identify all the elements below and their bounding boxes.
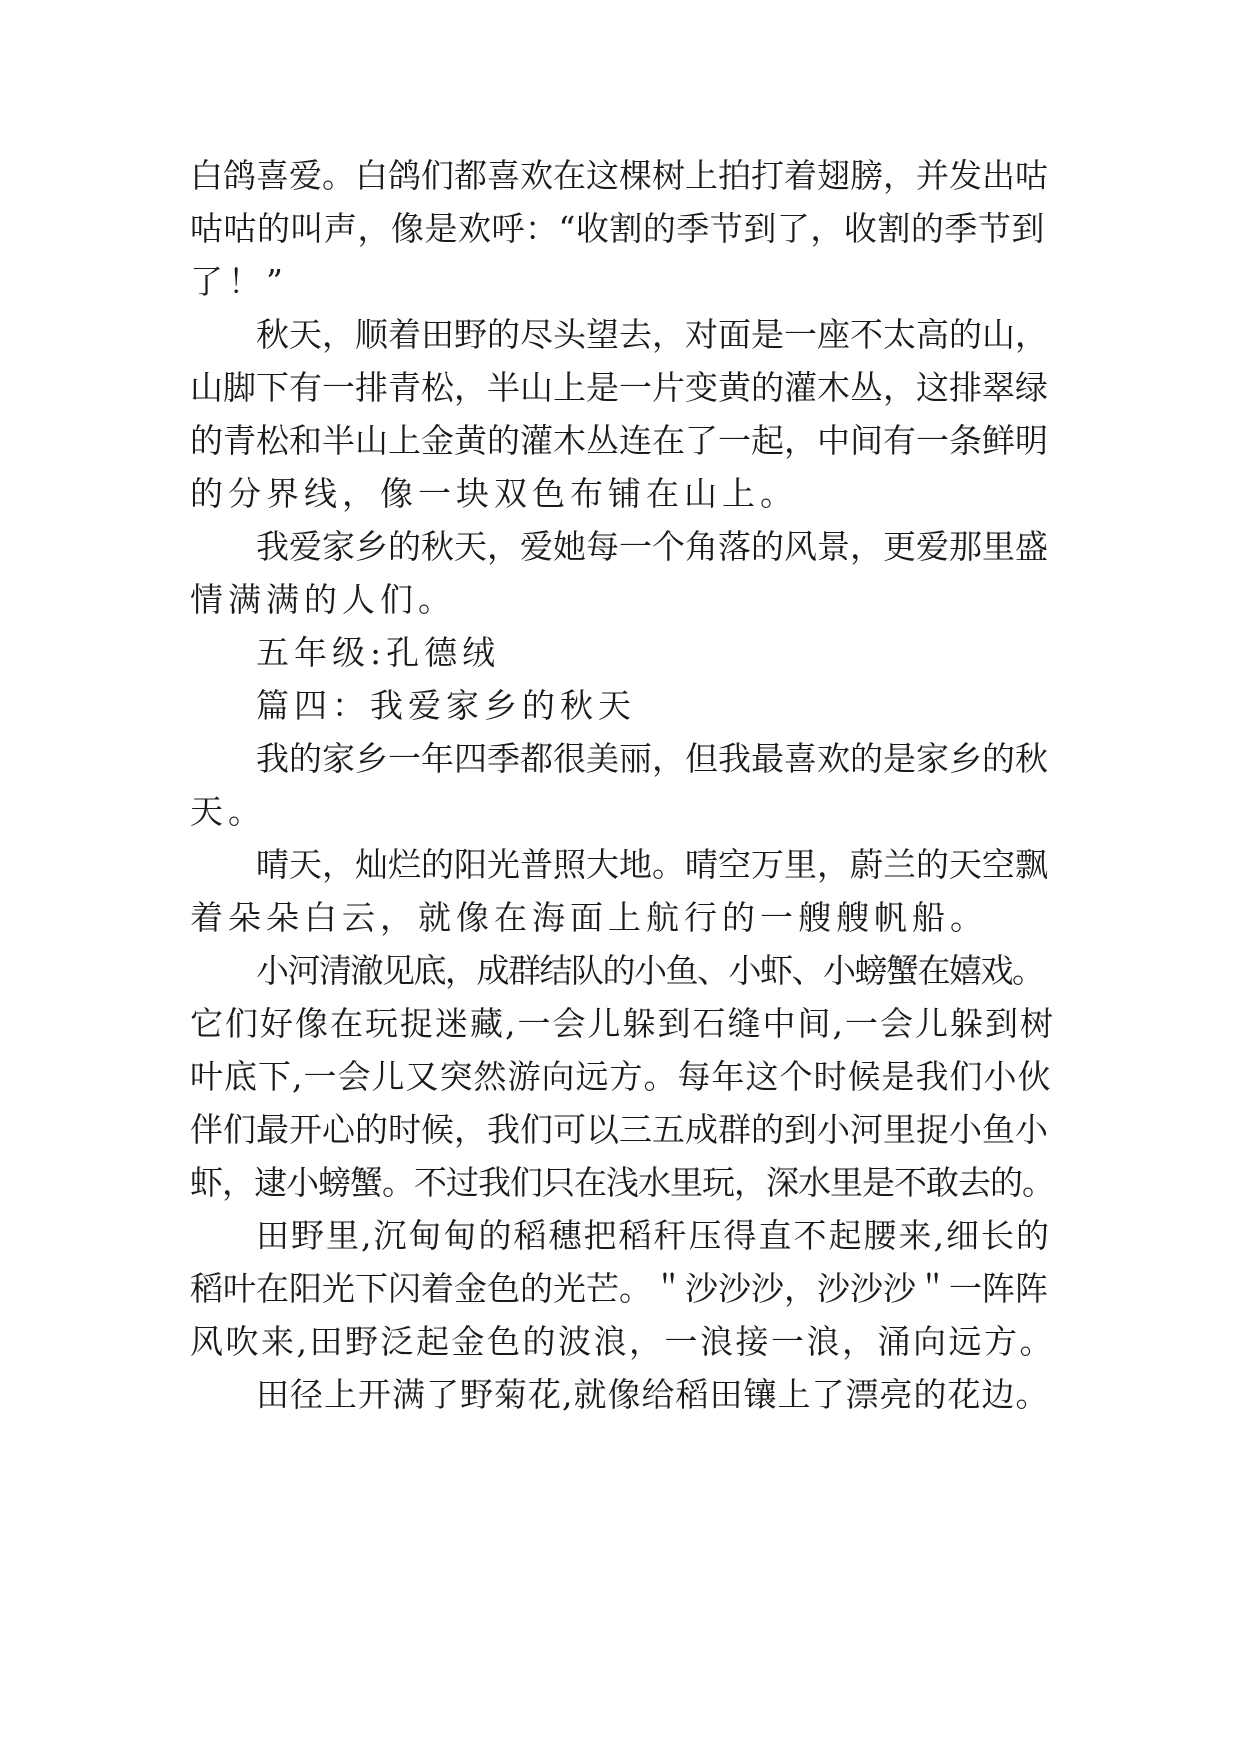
text-line: 的青松和半山上金黄的灌木丛连在了一起，中间有一条鲜明 xyxy=(190,421,1048,460)
text-line: 了！” xyxy=(190,262,288,301)
text-line: 风吹来,田野泛起金色的波浪，一浪接一浪，涌向远方。 xyxy=(190,1322,1055,1361)
text-line: 叶底下,一会儿又突然游向远方。每年这个时候是我们小伙 xyxy=(190,1057,1052,1096)
paragraph-start: 田径上开满了野菊花,就像给稻田镶上了漂亮的花边。 xyxy=(256,1375,1050,1414)
text-line: 虾，逮小螃蟹。不过我们只在浅水里玩，深水里是不敢去的。 xyxy=(190,1163,1054,1202)
text-line: 天。 xyxy=(190,792,266,831)
text-line: 伴们最开心的时候，我们可以三五成群的到小河里捉小鱼小 xyxy=(190,1110,1048,1149)
paragraph-start: 小河清澈见底，成群结队的小鱼、小虾、小螃蟹在嬉戏。 xyxy=(256,951,1044,990)
paragraph-start: 我爱家乡的秋天，爱她每一个角落的风景，更爱那里盛 xyxy=(256,527,1048,566)
text-line: 的分界线，像一块双色布铺在山上。 xyxy=(190,474,798,513)
author-line: 五年级:孔德绒 xyxy=(256,633,501,672)
paragraph-start: 田野里,沉甸甸的稻穗把稻秆压得直不起腰来,细长的 xyxy=(256,1216,1051,1255)
section-title: 篇四：我爱家乡的秋天 xyxy=(256,686,636,725)
text-line: 着朵朵白云，就像在海面上航行的一艘艘帆船。 xyxy=(190,898,988,937)
paragraph-start: 我的家乡一年四季都很美丽，但我最喜欢的是家乡的秋 xyxy=(256,739,1048,778)
text-line: 白鸽喜爱。白鸽们都喜欢在这棵树上拍打着翅膀，并发出咕 xyxy=(190,156,1048,195)
text-line: 情满满的人们。 xyxy=(190,580,456,619)
text-line: 稻叶在阳光下闪着金色的光芒。＂沙沙沙，沙沙沙＂一阵阵 xyxy=(190,1269,1048,1308)
text-line: 山脚下有一排青松，半山上是一片变黄的灌木丛，这排翠绿 xyxy=(190,368,1048,407)
paragraph-start: 晴天，灿烂的阳光普照大地。晴空万里，蔚兰的天空飘 xyxy=(256,845,1048,884)
paragraph-start: 秋天，顺着田野的尽头望去，对面是一座不太高的山， xyxy=(256,315,1048,354)
text-line: 它们好像在玩捉迷藏,一会儿躲到石缝中间,一会儿躲到树 xyxy=(190,1004,1055,1043)
text-line: 咕咕的叫声，像是欢呼：“收割的季节到了，收割的季节到 xyxy=(190,209,1045,248)
